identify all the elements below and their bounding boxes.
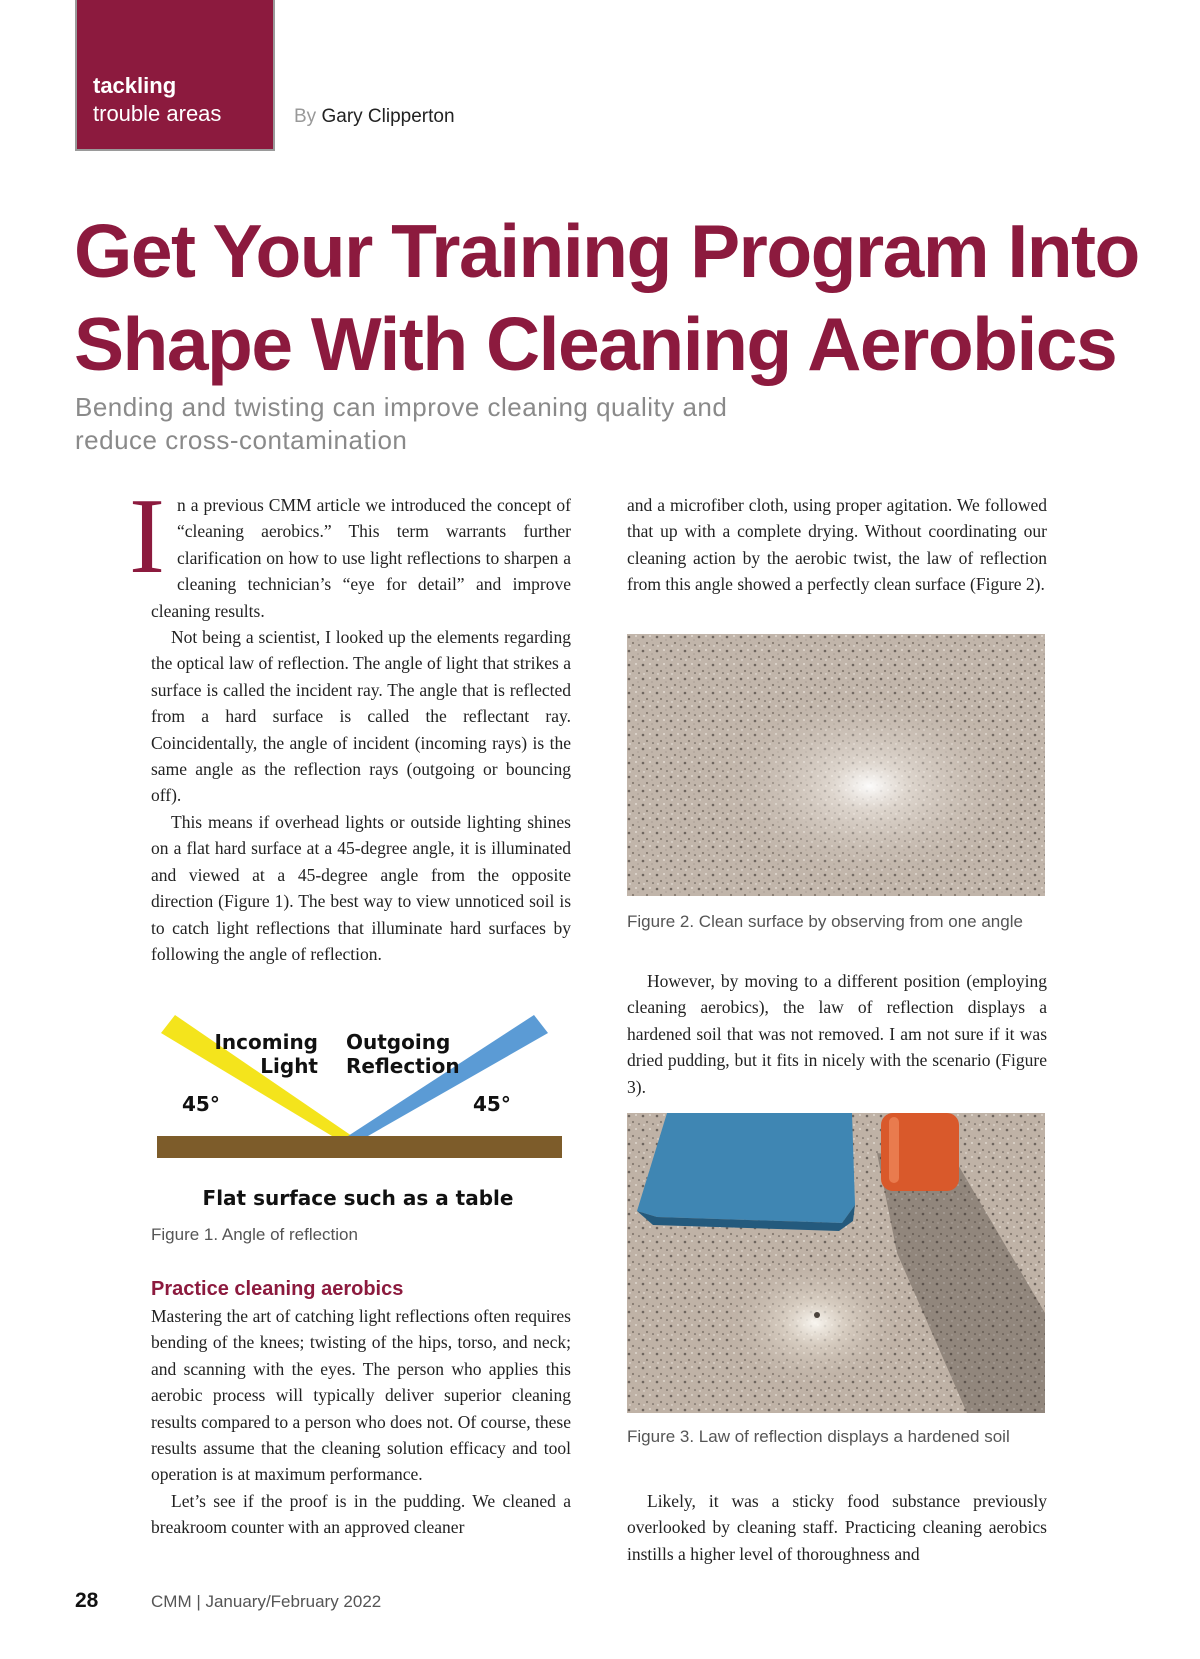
drop-cap: I — [129, 477, 165, 596]
angle-right-label: 45° — [473, 1092, 511, 1116]
right-column-top — [627, 492, 1047, 598]
byline-label: By — [294, 106, 317, 127]
left-column-top — [129, 477, 571, 967]
angle-left-label: 45° — [182, 1092, 220, 1116]
article-subtitle — [75, 391, 875, 457]
article-title-line1: Get Your Training Program Into — [74, 209, 1139, 293]
flat-surface — [157, 1136, 562, 1158]
incoming-label-2: Light — [260, 1054, 318, 1078]
article-subtitle-line1: Bending and twisting can improve cleaning quality and — [75, 392, 728, 422]
paragraph: n a previous CMM article we introduced the concept of “cleaning aerobics.” This term warrants further clarification on how to use light reflections to sharpen a cleaning technician’s “eye for detail” and improve cleaning results. — [151, 495, 571, 621]
paragraph: This means if overhead lights or outside lighting shines on a flat hard surface at a 45-degree angle, it is illuminated and viewed at a 45-degree angle from the opposite direction (Figure 1). The best way to view unnoticed soil is to catch light reflections that illuminate hard surfaces by following the angle of reflection. — [151, 811, 571, 964]
section-tag — [75, 0, 275, 151]
page-number: 28 — [75, 1589, 99, 1612]
paragraph: Let’s see if the proof is in the pudding. We cleaned a breakroom counter with an approved cleaner — [151, 1490, 571, 1538]
paragraph: However, by moving to a different position (employing cleaning aerobics), the law of reflection displays a hardened soil that was not removed. I am not sure if it was dried pudding, but it fits in nicely with the scenario (Figure 3). — [627, 971, 1047, 1097]
paragraph: and a microfiber cloth, using proper agitation. We followed that up with a complete drying. Without coordinating our cleaning action by the aerobic twist, the law of reflection from this angle showed a perfectly clean surface (Figure 2). — [627, 495, 1047, 595]
paragraph: Not being a scientist, I looked up the elements regarding the optical law of reflection. The angle of light that strikes a surface is called the incident ray. The angle that is reflected from a hard surface is called the reflectant ray. Coincidentally, the angle of incident (incoming rays) is the same angle as the reflection rays (outgoing or bouncing off). — [151, 627, 571, 806]
incoming-label-1: Incoming — [214, 1030, 318, 1054]
figure1-diagram — [151, 1015, 571, 1215]
paragraph: Mastering the art of catching light reflections often requires bending of the knees; twisting of the hips, torso, and neck; and scanning with the eyes. The person who applies this aerobic process will typically deliver superior cleaning results compared to a person who does not. Of course, these results assume that the cleaning solution efficacy and tool operation is at maximum performance. — [151, 1306, 571, 1485]
figure2-caption: Figure 2. Clean surface by observing from one angle — [627, 912, 1023, 931]
article-title-line2: Shape With Cleaning Aerobics — [74, 302, 1117, 386]
right-column-bottom — [627, 1488, 1047, 1567]
article-title — [74, 205, 1154, 391]
section-tag-line1: tackling — [93, 73, 177, 98]
magazine-issue: CMM | January/February 2022 — [151, 1592, 382, 1611]
hardened-soil-spot — [814, 1312, 820, 1318]
figure1-caption: Figure 1. Angle of reflection — [151, 1225, 358, 1244]
figure3-photo — [627, 1113, 1045, 1413]
author-name: Gary Clipperton — [321, 106, 455, 127]
outgoing-label-2: Reflection — [346, 1054, 460, 1078]
paragraph: Likely, it was a sticky food substance previously overlooked by cleaning staff. Practicing cleaning aerobics instills a higher level of thoroughness and — [627, 1491, 1047, 1564]
figure2-photo — [627, 634, 1045, 896]
figure3-caption: Figure 3. Law of reflection displays a hardened soil — [627, 1427, 1010, 1446]
left-column-bottom — [151, 1275, 571, 1541]
right-column-middle — [627, 968, 1047, 1100]
section-tag-line2: trouble areas — [93, 101, 222, 126]
outgoing-label-1: Outgoing — [346, 1030, 451, 1054]
surface-label: Flat surface such as a table — [202, 1186, 514, 1210]
byline — [294, 106, 455, 128]
section-heading: Practice cleaning aerobics — [151, 1278, 404, 1300]
article-subtitle-line2: reduce cross-contamination — [75, 425, 408, 455]
